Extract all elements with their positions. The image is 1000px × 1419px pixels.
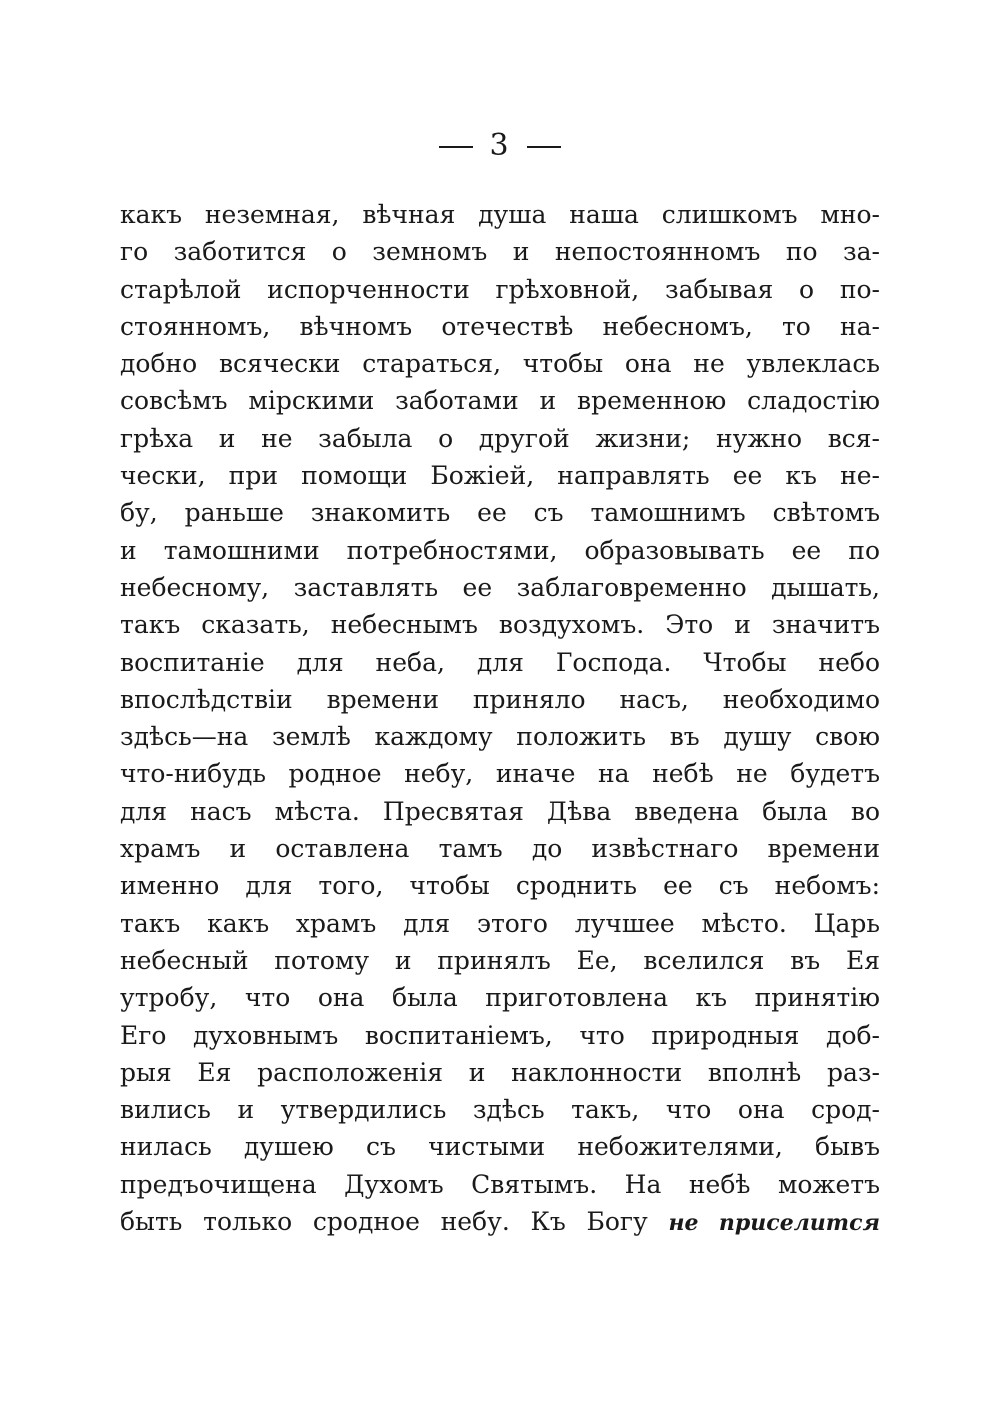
last-line-roman: быть только сродное небу. Къ Богу xyxy=(120,1207,648,1237)
text-line: и тамошними потребностями, образовывать ее по xyxy=(120,535,880,565)
text-line: рыя Ея расположенія и наклонности вполнѣ раз- xyxy=(120,1057,880,1087)
text-line: такъ какъ храмъ для этого лучшее мѣсто. Царь xyxy=(120,908,880,938)
text-line: добно всячески стараться, чтобы она не увлеклась xyxy=(120,349,880,379)
page-number-header xyxy=(0,128,1000,163)
text-line: старѣлой испорченности грѣховной, забывая о по- xyxy=(120,274,880,304)
text-line: бу, раньше знакомить ее съ тамошнимъ свѣтомъ xyxy=(120,498,880,528)
text-line: именно для того, чтобы сроднить ее съ небомъ: xyxy=(120,871,880,901)
text-line: вились и утвердились здѣсь такъ, что она срод- xyxy=(120,1095,880,1125)
page-number: 3 xyxy=(489,128,511,163)
text-line: для насъ мѣста. Пресвятая Дѣва введена была во xyxy=(120,796,880,826)
right-dash xyxy=(527,146,561,148)
text-line: здѣсь—на землѣ каждому положить въ душу свою xyxy=(120,722,880,752)
text-line: Его духовнымъ воспитаніемъ, что природныя доб- xyxy=(120,1020,880,1050)
text-line: какъ неземная, вѣчная душа наша слишкомъ мно- xyxy=(120,200,880,229)
text-line: чески, при помощи Божіей, направлять ее къ не- xyxy=(120,461,880,491)
text-line: совсѣмъ мірскими заботами и временною сладостію xyxy=(120,386,880,416)
left-dash xyxy=(439,146,473,148)
text-line: воспитаніе для неба, для Господа. Чтобы небо xyxy=(120,647,880,677)
text-line: небесному, заставлять ее заблаговременно дышать, xyxy=(120,572,880,602)
text-line: храмъ и оставлена тамъ до извѣстнаго времени xyxy=(120,834,880,864)
body-text xyxy=(120,196,880,1240)
text-line: что-нибудь родное небу, иначе на небѣ не будетъ xyxy=(120,759,880,789)
text-line: небесный потому и принялъ Ее, вселился въ Ея xyxy=(120,945,880,975)
text-line: го заботится о земномъ и непостоянномъ по за- xyxy=(120,237,880,267)
text-line: нилась душею съ чистыми небожителями, бывъ xyxy=(120,1132,880,1162)
text-line: грѣха и не забыла о другой жизни; нужно вся- xyxy=(120,423,880,453)
text-line: впослѣдствіи времени приняло насъ, необходимо xyxy=(120,684,880,714)
last-text-line xyxy=(120,1203,880,1240)
last-line-italic: не приселится xyxy=(668,1210,880,1237)
text-line: стоянномъ, вѣчномъ отечествѣ небесномъ, то на- xyxy=(120,311,880,341)
text-line: такъ сказать, небеснымъ воздухомъ. Это и значитъ xyxy=(120,610,880,640)
text-line: утробу, что она была приготовлена къ принятію xyxy=(120,983,880,1013)
text-line: предъочищена Духомъ Святымъ. На небѣ можетъ xyxy=(120,1169,880,1199)
